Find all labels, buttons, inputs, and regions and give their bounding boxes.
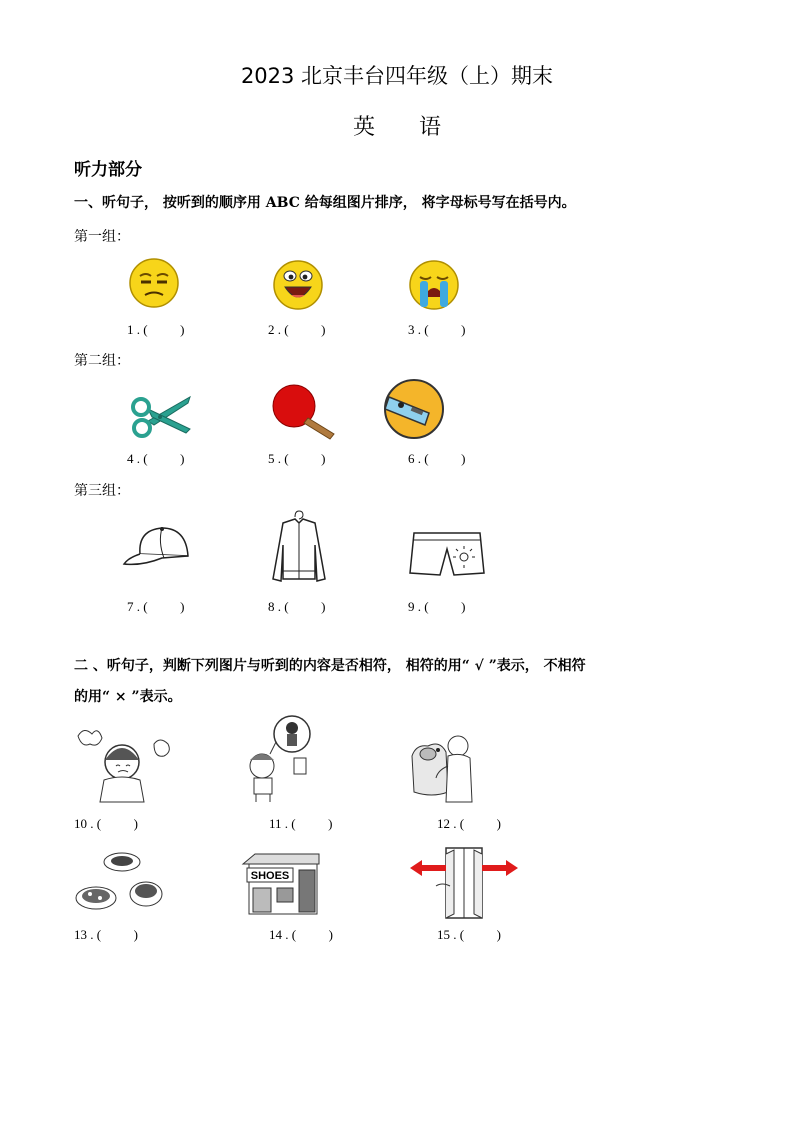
- part1-instruction: 一、听句子， 按听到的顺序用 ABC 给每组图片排序， 将字母标号写在括号内。: [74, 195, 576, 211]
- caption-7: 7 . ( ): [127, 599, 185, 614]
- shoe-store-icon: [241, 850, 321, 916]
- caption-6: 6 . ( ): [408, 451, 466, 466]
- caption-5: 5 . ( ): [268, 451, 326, 466]
- part2-instruction-line2: 的用“ × ”表示。: [74, 689, 182, 705]
- pencil-sharpener-icon: [381, 379, 447, 439]
- shorts-icon: [408, 529, 486, 579]
- caption-4: 4 . ( ): [127, 451, 185, 466]
- phone-call-icon: [240, 714, 312, 804]
- jacket-icon: [271, 509, 327, 585]
- caption-15: 15 . ( ): [437, 927, 501, 942]
- laughing-face-icon: [272, 259, 324, 311]
- food-dishes-icon: [74, 848, 170, 918]
- group1-label: 第一组：: [74, 229, 130, 245]
- scissors-icon: [128, 391, 192, 439]
- caption-8: 8 . ( ): [268, 599, 326, 614]
- section-title-listening: 听力部分: [74, 160, 142, 180]
- caption-14: 14 . ( ): [269, 927, 333, 942]
- cap-icon: [122, 524, 192, 570]
- caption-3: 3 . ( ): [408, 322, 466, 337]
- part2-instruction-line1: 二 、听句子，判断下列图片与听到的内容是否相符， 相符的用“ √ ”表示， 不相符: [74, 658, 586, 674]
- svg-text:SHOES: SHOES: [250, 870, 290, 882]
- sad-girl-icon: [76, 722, 172, 806]
- subject-title: 英 语: [352, 115, 441, 140]
- open-window-icon: [406, 846, 522, 920]
- group3-label: 第三组：: [74, 483, 130, 499]
- ping-pong-paddle-icon: [270, 384, 340, 440]
- caption-11: 11 . ( ): [269, 816, 333, 831]
- caption-2: 2 . ( ): [268, 322, 326, 337]
- caption-1: 1 . ( ): [127, 322, 185, 337]
- caption-10: 10 . ( ): [74, 816, 138, 831]
- group2-label: 第二组：: [74, 353, 130, 369]
- caption-13: 13 . ( ): [74, 927, 138, 942]
- caption-9: 9 . ( ): [408, 599, 466, 614]
- unhappy-face-icon: [128, 257, 180, 309]
- caption-12: 12 . ( ): [437, 816, 501, 831]
- boy-hugging-dog-icon: [408, 726, 480, 806]
- crying-face-icon: [408, 259, 460, 311]
- page-title: 2023 北京丰台四年级（上）期末: [240, 64, 554, 88]
